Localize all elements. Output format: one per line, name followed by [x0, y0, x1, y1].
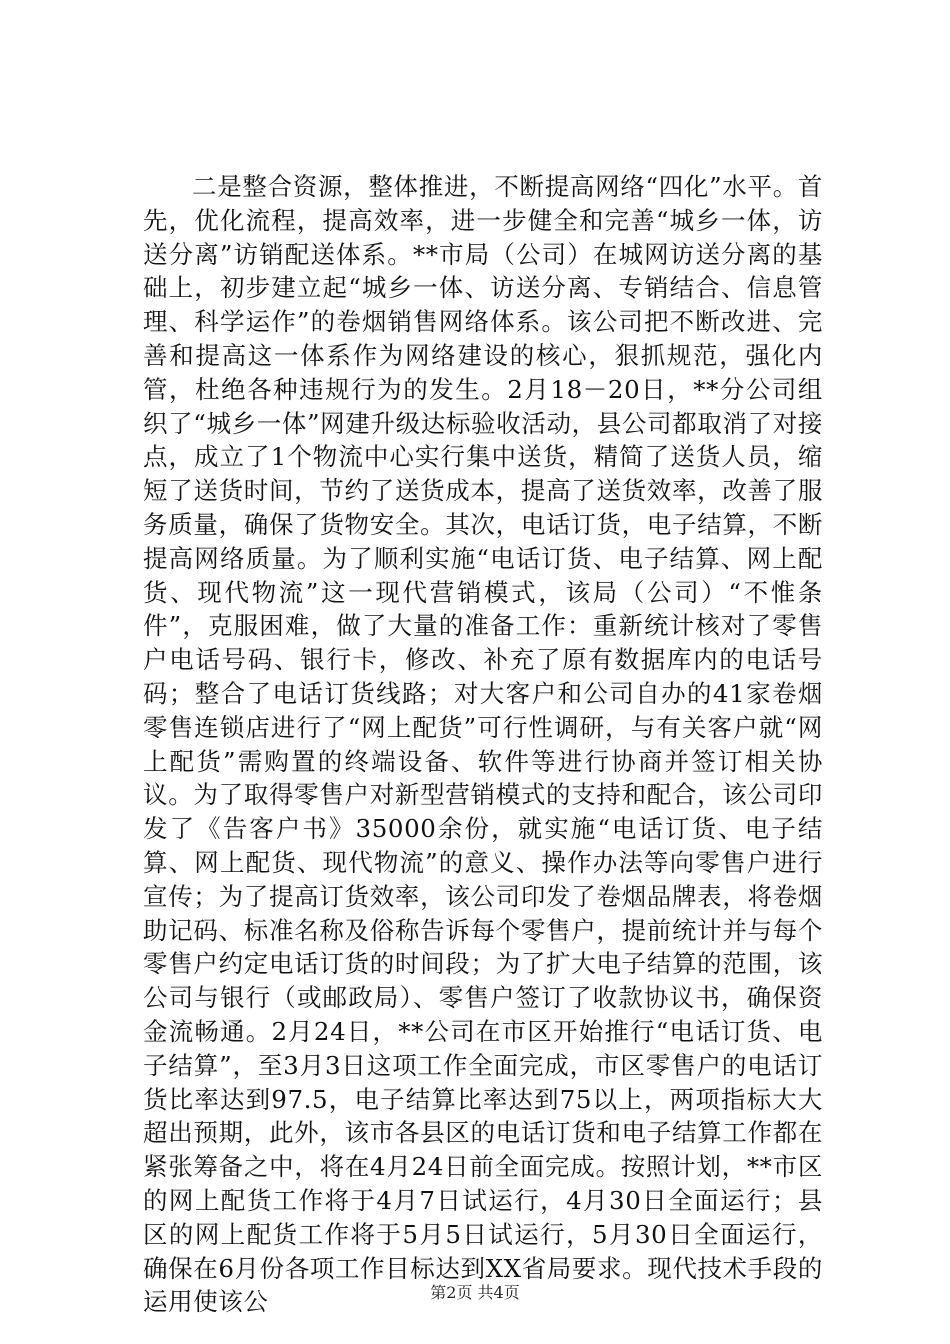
page-number-footer: 第2页 共4页 — [430, 1283, 520, 1302]
body-paragraph: 二是整合资源，整体推进，不断提高网络“四化”水平。首先，优化流程，提高效率，进一步健全和完善“城乡一体，访送分离”访销配送体系。**市局（公司）在城网访送分离的基础上，初步建立起“城乡一体、访送分离、专销结合、信息管理、科学运作”的卷烟销售网络体系。该公司把不断改进、完善和提高这一体系作为网络建设的核心，狠抓规范，强化内管，杜绝各种违规行为的发生。2月18－20日，**分公司组织了“城乡一体”网建升级达标验收活动，县公司都取消了对接点，成立了1个物流中心实行集中送货，精简了送货人员，缩短了送货时间，节约了送货成本，提高了送货效率，改善了服务质量，确保了货物安全。其次，电话订货，电子结算，不断提高网络质量。为了顺利实施“电话订货、电子结算、网上配货、现代物流”这一现代营销模式，该局（公司）“不惟条件”，克服困难，做了大量的准备工作：重新统计核对了零售户电话号码、银行卡，修改、补充了原有数据库内的电话号码；整合了电话订货线路；对大客户和公司自办的41家卷烟零售连锁店进行了“网上配货”可行性调研，与有关客户就“网上配货”需购置的终端设备、软件等进行协商并签订相关协议。为了取得零售户对新型营销模式的支持和配合，该公司印发了《告客户书》35000余份，就实施“电话订货、电子结算、网上配货、现代物流”的意义、操作办法等向零售户进行宣传；为了提高订货效率，该公司印发了卷烟品牌表，将卷烟助记码、标准名称及俗称告诉每个零售户，提前统计并与每个零售户约定电话订货的时间段；为了扩大电子结算的范围，该公司与银行（或邮政局）、零售户签订了收款协议书，确保资金流畅通。2月24日，**公司在市区开始推行“电话订货、电子结算”，至3月3日这项工作全面完成，市区零售户的电话订货比率达到97.5，电子结算比率达到75以上，两项指标大大超出预期，此外，该市各县区的电话订货和电子结算工作都在紧张筹备之中，将在4月24日前全面完成。按照计划，**市区的网上配货工作将于4月7日试运行，4月30日全面运行；县区的网上配货工作将于5月5日试运行，5月30日全面运行，确保在6月份各项工作目标达到XX省局要求。现代技术手段的运用使该公 — [143, 172, 823, 1317]
